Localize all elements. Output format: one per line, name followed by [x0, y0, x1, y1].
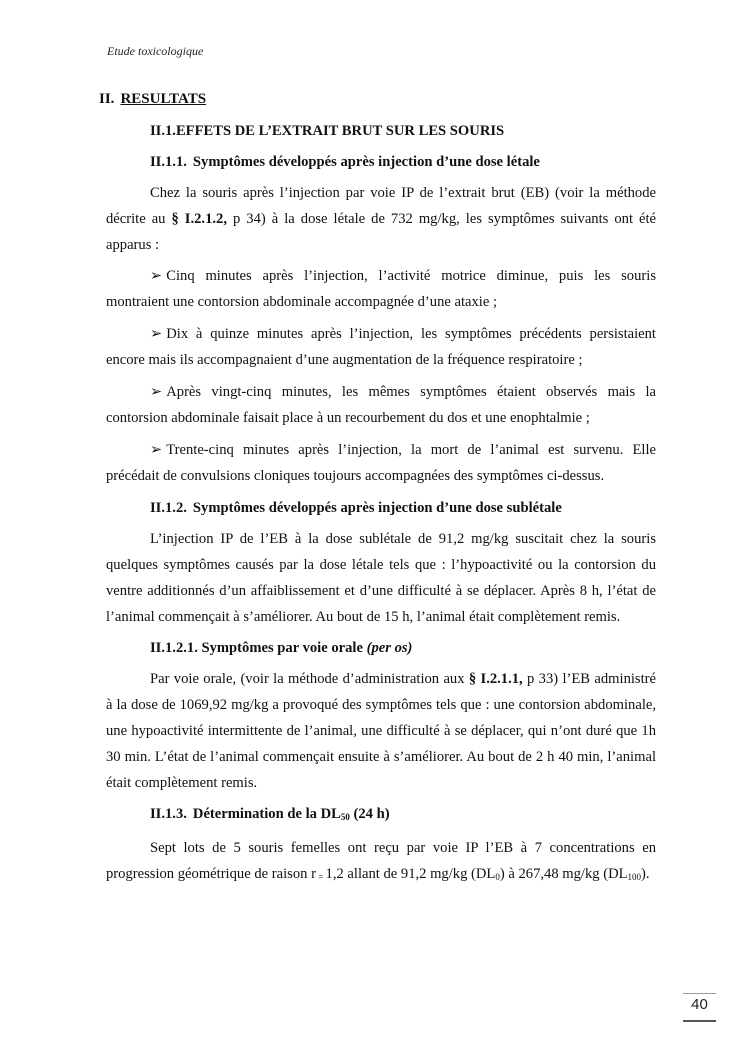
page-number: 40	[691, 996, 708, 1013]
running-header: Etude toxicologique	[107, 44, 204, 58]
bullet-item	[106, 321, 656, 373]
paragraph-sublethal: L’injection IP de l’EB à la dose sublétale de 91,2 mg/kg suscitait chez la souris quelques symptômes causés par la dose létale tels que : l’hypoactivité ou la contorsion du ventre additionnés d’un affaiblissement et d’une difficulté à se déplacer. Après 8 h, l’état de l’animal commençait à s’améliorer. Au bout de 15 h, l’animal était complètement remis.	[106, 531, 656, 625]
text-run: Sept lots de 5 souris femelles ont reçu par voie IP l’EB à 7 concentrations en progression géométrique de raison r	[106, 840, 656, 882]
heading-number: II.1.3.	[150, 806, 187, 822]
text-run: Chez la souris après l’injection par voie IP de l’extrait brut (EB) (voir la méthode décrite au	[106, 185, 656, 227]
bullet-item	[106, 437, 656, 489]
text-run: p 34) à la dose létale de 732 mg/kg, les symptômes suivants ont été apparus :	[106, 211, 657, 253]
text-run: p 33) l’EB administré à la dose de 1069,92 mg/kg a provoqué des symptômes tels que : une contorsion abdominale, une hypoactivité intermittente de l’animal, une difficulté à se déplacer, qui n’ont duré que 1h 30 min. L’état de l’animal commençait ensuite à s’améliorer. Au bout de 2 h 40 min, l’animal était complètement remis.	[106, 671, 656, 791]
subscript: =	[315, 872, 326, 882]
page-body	[99, 86, 657, 895]
subscript: 0	[495, 872, 500, 882]
heading-emphasis: (per os)	[366, 640, 413, 656]
paragraph-oral	[106, 666, 656, 796]
section-number: II.	[99, 91, 115, 107]
bullet-text: Trente-cinq minutes après l’injection, la mort de l’animal est survenu. Elle précédait de convulsions cloniques toujours accompagnées des symptômes ci-dessus.	[106, 442, 656, 484]
heading-ii-1-3	[150, 801, 656, 830]
bullet-text: Dix à quinze minutes après l’injection, les symptômes précédents persistaient encore mais ils accompagnaient d’une augmentation de la fréquence respiratoire ;	[106, 326, 656, 368]
heading-ii-1-2	[150, 495, 656, 521]
page-number-top-rule	[683, 993, 716, 994]
arrow-bullet-icon: ➢	[150, 384, 163, 400]
arrow-bullet-icon: ➢	[150, 326, 163, 342]
heading-title: II.1.2.1. Symptômes par voie orale	[150, 640, 367, 656]
heading-ii-1-2-1	[150, 635, 656, 661]
method-reference: § I.2.1.1,	[468, 671, 523, 687]
heading-title: Symptômes développés après injection d’une dose létale	[192, 154, 540, 170]
section-heading	[99, 86, 656, 112]
subsection-heading: II.1.EFFETS DE L’EXTRAIT BRUT SUR LES SOURIS	[150, 123, 505, 139]
text-run: ) à 267,48 mg/kg (DL	[499, 866, 628, 882]
bullet-text: Après vingt-cinq minutes, les mêmes symptômes étaient observés mais la contorsion abdominale faisait place à un recourbement du dos et une enophtalmie ;	[106, 384, 656, 426]
text-run: Par voie orale, (voir la méthode d’administration aux	[150, 671, 469, 687]
arrow-bullet-icon: ➢	[150, 442, 163, 458]
paragraph-intro	[106, 180, 656, 258]
heading-ii-1-1	[150, 149, 656, 175]
bullet-item	[106, 263, 656, 315]
heading-title: Symptômes développés après injection d’une dose sublétale	[192, 500, 562, 516]
arrow-bullet-icon: ➢	[150, 268, 163, 284]
method-reference: § I.2.1.2,	[171, 211, 227, 227]
page-number-bottom-rule	[683, 1020, 716, 1022]
bullet-text: Cinq minutes après l’injection, l’activité motrice diminue, puis les souris montraient une contorsion abdominale accompagnée d’une ataxie ;	[106, 268, 656, 310]
bullet-item	[106, 379, 656, 431]
paragraph-dl50	[106, 835, 656, 890]
text-run: ).	[641, 866, 650, 882]
heading-title-suffix: (24 h)	[349, 806, 390, 822]
subscript: 50	[340, 812, 350, 822]
text-run: 1,2 allant de 91,2 mg/kg (DL	[325, 866, 496, 882]
heading-number: II.1.1.	[150, 154, 187, 170]
section-title: RESULTATS	[120, 91, 207, 107]
heading-number: II.1.2.	[150, 500, 187, 516]
subscript: 100	[627, 872, 642, 882]
heading-title: Détermination de la DL	[192, 806, 341, 822]
